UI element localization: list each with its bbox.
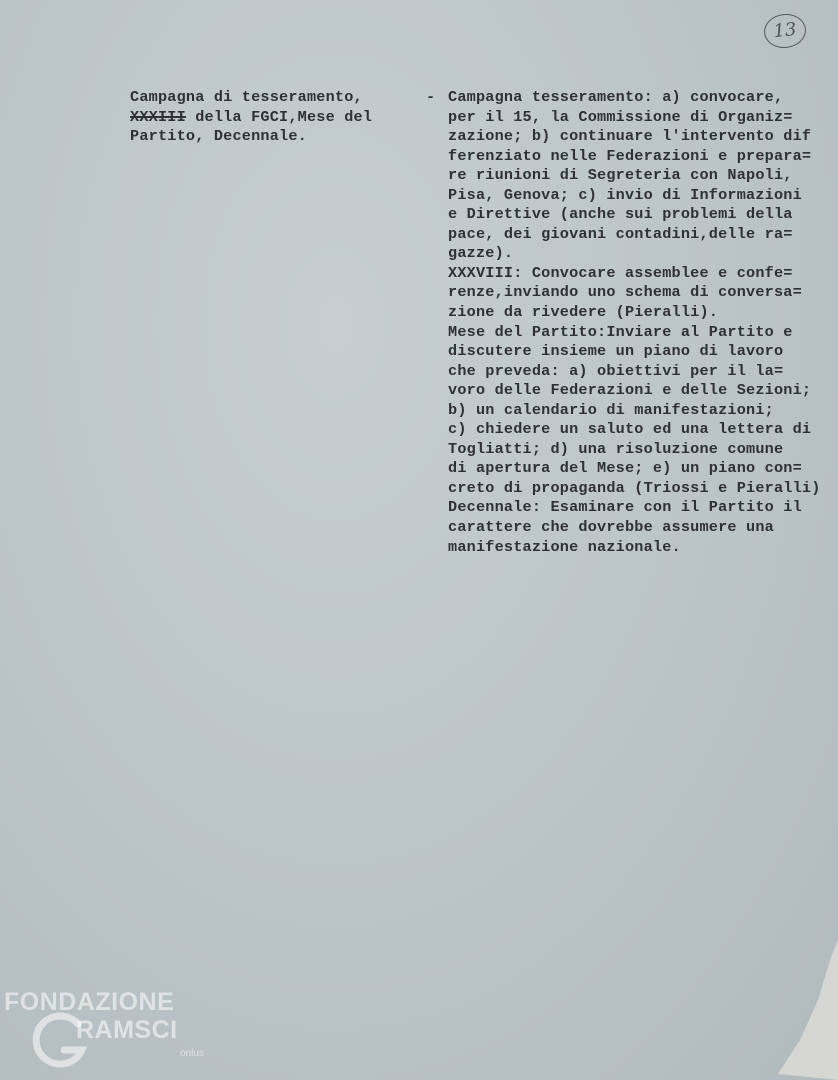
- body-line: gazze).: [448, 244, 514, 263]
- body-line: per il 15, la Commissione di Organiz=: [448, 107, 793, 126]
- item-dash: -: [426, 88, 436, 106]
- left-line: Partito, Decennale.: [130, 127, 307, 146]
- body-line: creto di propaganda (Triossi e Pieralli): [448, 478, 821, 497]
- body-line: c) chiedere un saluto ed una lettera di: [448, 420, 812, 439]
- watermark-line2: RAMSCI: [76, 1016, 178, 1044]
- page-number: 13: [772, 18, 798, 43]
- body-line: XXXVIII: Convocare assemblee e confe=: [448, 263, 793, 282]
- body-line: carattere che dovrebbe assumere una: [448, 518, 774, 537]
- right-column-body: [448, 88, 838, 557]
- body-line: discutere insieme un piano di lavoro: [448, 342, 784, 361]
- left-line: Campagna di tesseramento,: [130, 88, 363, 106]
- body-line: manifestazione nazionale.: [448, 537, 681, 556]
- body-line: Campagna tesseramento: a) convocare,: [448, 88, 784, 106]
- left-column-heading: [130, 88, 420, 147]
- body-line: zazione; b) continuare l'intervento dif: [448, 127, 812, 146]
- struck-text: XXXIII: [130, 107, 186, 126]
- body-line: zione da rivedere (Pieralli).: [448, 303, 719, 322]
- watermark-line1: FONDAZIONE: [4, 988, 175, 1016]
- body-line: ferenziato nelle Federazioni e prepara=: [448, 146, 812, 165]
- page-number-stamp: [762, 12, 807, 50]
- watermark-suffix: onlus: [180, 1048, 204, 1059]
- body-line: di apertura del Mese; e) un piano con=: [448, 459, 802, 478]
- body-line: renze,inviando uno schema di conversa=: [448, 283, 802, 302]
- body-line: b) un calendario di manifestazioni;: [448, 400, 774, 419]
- body-line: re riunioni di Segreteria con Napoli,: [448, 166, 793, 185]
- body-line: voro delle Federazioni e delle Sezioni;: [448, 381, 812, 400]
- left-line: XXXIII della FGCI,Mese del: [130, 107, 373, 126]
- torn-corner-decoration: [770, 940, 838, 1080]
- body-line: Mese del Partito:Inviare al Partito e: [448, 322, 793, 341]
- body-line: pace, dei giovani contadini,delle ra=: [448, 224, 793, 243]
- body-line: e Direttive (anche sui problemi della: [448, 205, 793, 224]
- body-line: Togliatti; d) una risoluzione comune: [448, 439, 784, 458]
- body-line: Pisa, Genova; c) invio di Informazioni: [448, 185, 802, 204]
- fondazione-gramsci-watermark: [4, 988, 234, 1080]
- body-line: Decennale: Esaminare con il Partito il: [448, 498, 802, 517]
- body-line: che preveda: a) obiettivi per il la=: [448, 361, 784, 380]
